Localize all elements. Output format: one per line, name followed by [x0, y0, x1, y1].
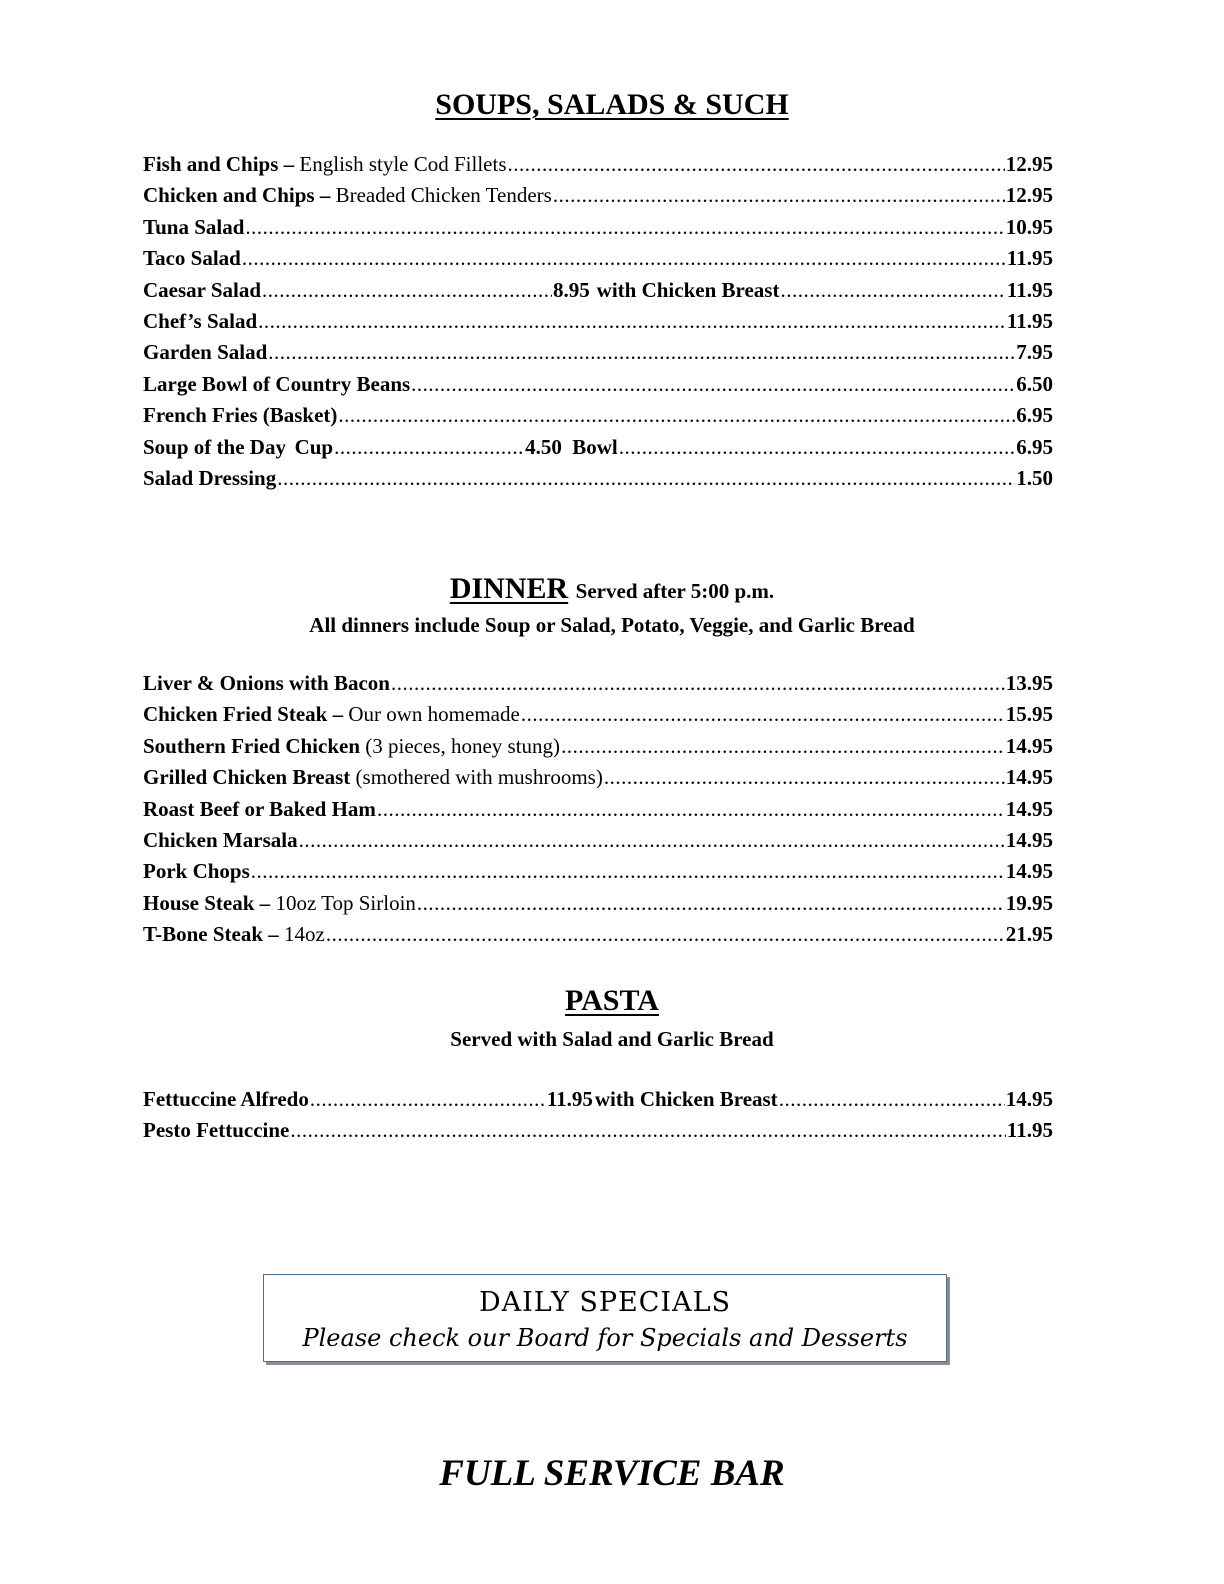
dot-leader — [258, 309, 1006, 334]
menu-item — [143, 183, 1053, 214]
pasta-list — [143, 1087, 1053, 1150]
item-price: 13.95 — [1005, 671, 1053, 695]
item-option: with Chicken Breast — [594, 1087, 778, 1111]
menu-item — [143, 278, 1053, 309]
menu-item — [143, 859, 1053, 890]
item-description: 14oz — [284, 922, 325, 947]
dot-leader — [561, 734, 1005, 759]
item-name: Pork Chops — [143, 859, 250, 884]
item-price-small: 11.95 — [546, 1087, 593, 1111]
item-name: Salad Dressing — [143, 465, 277, 490]
menu-item — [143, 403, 1053, 434]
item-description: (smothered with mushrooms) — [355, 765, 603, 790]
item-price: 10.95 — [1005, 214, 1053, 239]
dinner-subtitle: All dinners include Soup or Salad, Potato, Veggie, and Garlic Bread — [309, 613, 915, 637]
menu-item — [143, 435, 1053, 466]
specials-title: DAILY SPECIALS — [478, 1287, 732, 1318]
menu-item — [143, 671, 1053, 702]
dot-leader — [377, 797, 1005, 822]
item-name: Soup of the Day — [143, 434, 286, 459]
menu-item — [143, 466, 1053, 497]
dot-leader — [553, 183, 1005, 208]
dot-leader — [326, 922, 1005, 947]
dot-leader — [604, 765, 1005, 790]
item-name: Southern Fried Chicken — [143, 733, 361, 758]
dinner-heading — [0, 572, 1224, 606]
item-price: 15.95 — [1005, 702, 1053, 727]
menu-item — [143, 828, 1053, 859]
item-price: 14.95 — [1005, 733, 1053, 758]
menu-item — [143, 734, 1053, 765]
item-name: Tuna Salad — [143, 214, 245, 239]
item-name: T-Bone Steak – — [143, 922, 279, 947]
item-price: 12.95 — [1005, 152, 1053, 176]
full-service-bar: FULL SERVICE BAR — [439, 1453, 785, 1494]
pasta-section-title: PASTA — [565, 984, 659, 1017]
item-price-small: 4.50 — [525, 434, 562, 459]
item-name: Chef’s Salad — [143, 308, 258, 333]
item-price: 6.95 — [1016, 403, 1053, 428]
item-name: French Fries (Basket) — [143, 403, 338, 428]
menu-item — [143, 1087, 1053, 1118]
menu-item — [143, 340, 1053, 371]
dot-leader — [521, 702, 1005, 727]
menu-item — [143, 1118, 1053, 1149]
dot-leader — [262, 278, 552, 303]
item-price: 6.95 — [1016, 434, 1053, 459]
item-price: 1.50 — [1016, 465, 1053, 490]
dot-leader — [334, 435, 524, 460]
dinner-time-note: Served after 5:00 p.m. — [575, 579, 775, 603]
item-name: Taco Salad — [143, 246, 241, 271]
item-description: Our own homemade — [348, 702, 520, 727]
menu-item — [143, 152, 1053, 183]
item-name: House Steak – — [143, 890, 271, 915]
item-price-small: 8.95 — [553, 277, 590, 302]
item-price: 11.95 — [1006, 277, 1053, 302]
item-price: 14.95 — [1005, 796, 1053, 821]
menu-item — [143, 246, 1053, 277]
specials-note: Please check our Board for Specials and Desserts — [302, 1324, 908, 1352]
item-name: Large Bowl of Country Beans — [143, 371, 411, 396]
item-name: Liver & Onions with Bacon — [143, 671, 390, 695]
item-name: Chicken Fried Steak – — [143, 702, 344, 727]
item-price: 14.95 — [1005, 1087, 1053, 1111]
menu-item — [143, 215, 1053, 246]
pasta-subtitle: Served with Salad and Garlic Bread — [450, 1027, 774, 1051]
item-price: 6.50 — [1016, 371, 1053, 396]
item-name: Chicken and Chips – — [143, 183, 331, 208]
menu-item — [143, 797, 1053, 828]
menu-item — [143, 891, 1053, 922]
soups-list — [143, 152, 1053, 497]
menu-item — [143, 372, 1053, 403]
item-name: Roast Beef or Baked Ham — [143, 796, 376, 821]
dot-leader — [245, 215, 1004, 240]
dot-leader — [391, 671, 1005, 696]
dot-leader — [251, 859, 1005, 884]
dinner-list — [143, 671, 1053, 954]
item-name: Grilled Chicken Breast — [143, 765, 351, 790]
item-option: with Chicken Breast — [596, 277, 780, 302]
menu-item — [143, 765, 1053, 796]
dot-leader — [290, 1118, 1006, 1143]
item-price: 14.95 — [1005, 827, 1053, 852]
dot-leader — [417, 891, 1005, 916]
dinner-section-title: DINNER — [449, 572, 569, 605]
dot-leader — [338, 403, 1015, 428]
soups-section-title: SOUPS, SALADS & SUCH — [435, 88, 789, 121]
dot-leader — [508, 152, 1005, 177]
dot-leader — [779, 1087, 1005, 1112]
item-description: Breaded Chicken Tenders — [335, 183, 552, 208]
item-name: Caesar Salad — [143, 277, 262, 302]
item-price: 14.95 — [1005, 765, 1053, 790]
dot-leader — [619, 435, 1016, 460]
dot-leader — [277, 466, 1015, 491]
daily-specials-box — [263, 1274, 947, 1362]
item-description: English style Cod Fillets — [299, 152, 507, 176]
item-price: 11.95 — [1006, 246, 1053, 271]
item-description: (3 pieces, honey stung) — [365, 733, 561, 758]
dot-leader — [411, 372, 1015, 397]
item-name: Pesto Fettuccine — [143, 1118, 290, 1143]
item-price: 7.95 — [1016, 340, 1053, 365]
item-price: 12.95 — [1005, 183, 1053, 208]
item-description: 10oz Top Sirloin — [275, 890, 416, 915]
dot-leader — [780, 278, 1005, 303]
item-name: Chicken Marsala — [143, 827, 298, 852]
item-price: 19.95 — [1005, 890, 1053, 915]
menu-item — [143, 702, 1053, 733]
menu-item — [143, 309, 1053, 340]
item-price: 11.95 — [1006, 308, 1053, 333]
dot-leader — [310, 1087, 546, 1112]
item-name: Fettuccine Alfredo — [143, 1087, 309, 1111]
item-price: 11.95 — [1006, 1118, 1053, 1143]
item-price: 14.95 — [1005, 859, 1053, 884]
item-option: Cup — [294, 434, 334, 459]
dot-leader — [242, 246, 1006, 271]
item-name: Garden Salad — [143, 340, 268, 365]
item-price: 21.95 — [1005, 922, 1053, 947]
item-name: Fish and Chips – — [143, 152, 295, 176]
item-option: Bowl — [572, 434, 618, 459]
dot-leader — [299, 828, 1005, 853]
menu-item — [143, 922, 1053, 953]
dot-leader — [268, 340, 1015, 365]
